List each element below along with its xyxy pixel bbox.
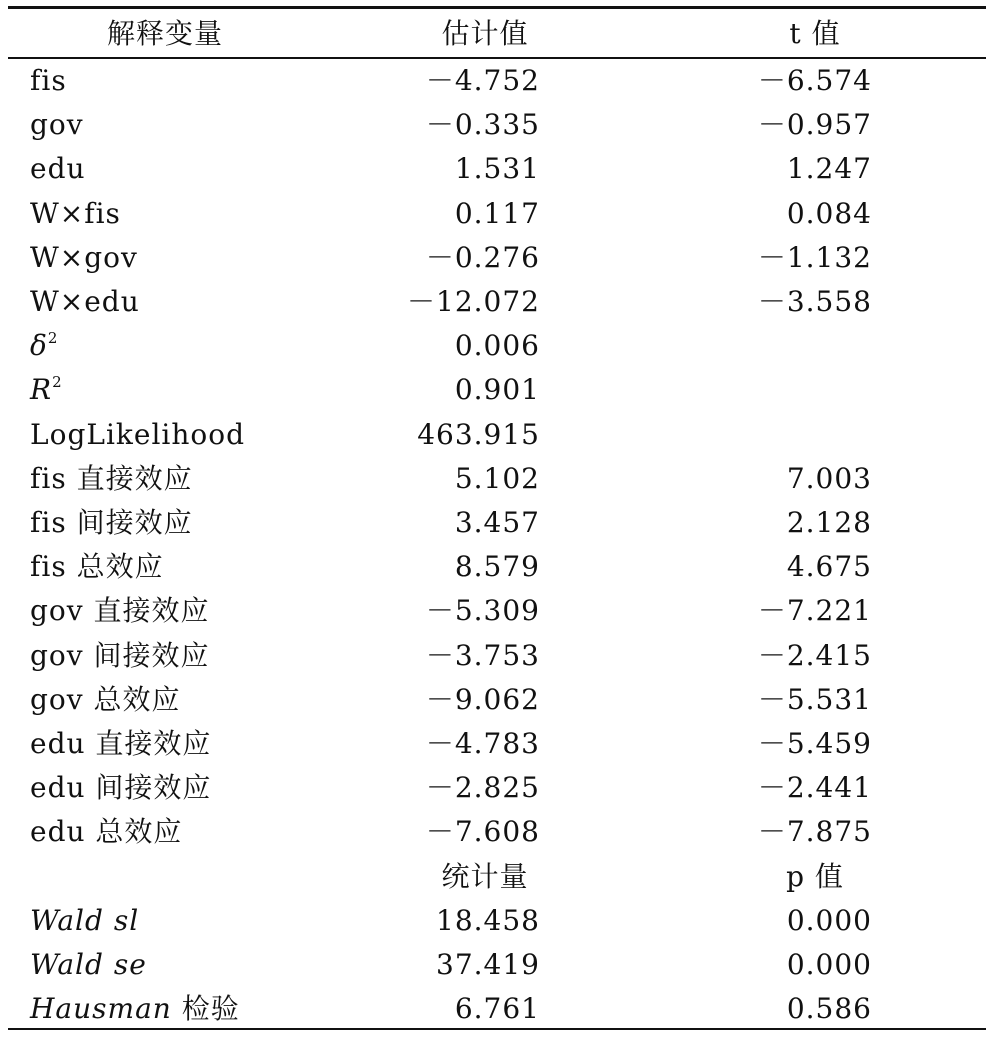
table-row (0, 457, 992, 501)
t-value: －5.459 (757, 727, 872, 760)
row-label (30, 722, 211, 766)
table-header (0, 0, 992, 60)
table-row (0, 678, 992, 722)
row-label-superscript: 2 (52, 373, 63, 392)
row-label (30, 678, 181, 722)
estimate-value: －4.752 (425, 64, 540, 97)
row-label (30, 413, 245, 457)
row-label (30, 192, 121, 236)
estimate-value: －3.753 (425, 638, 540, 672)
estimate-value: 0.006 (454, 329, 540, 363)
table-row (0, 501, 992, 545)
row-label-text: gov 间接效应 (30, 638, 210, 672)
row-label-text: gov 总效应 (30, 682, 181, 716)
estimate-value: 0.901 (454, 373, 540, 407)
table-bottom-rule (8, 1028, 986, 1030)
estimate-value: 0.117 (454, 196, 540, 230)
t-value: 4.675 (786, 550, 872, 584)
row-label (30, 766, 211, 810)
row-label-text: gov (30, 108, 84, 142)
row-label-text: fis (30, 64, 67, 97)
row-label-text: edu 直接效应 (30, 727, 212, 760)
t-value: －7.875 (757, 815, 872, 849)
t-value: －6.574 (757, 64, 872, 97)
table-row (0, 236, 992, 280)
table-row (0, 192, 992, 236)
estimate-value: 463.915 (417, 417, 540, 451)
t-value: －2.415 (757, 638, 872, 672)
row-label (30, 457, 193, 501)
t-value: －5.531 (757, 682, 872, 716)
estimate-value: 8.579 (454, 550, 540, 584)
table-row (0, 147, 992, 191)
row-label (30, 59, 67, 103)
row-label-text: δ (30, 329, 48, 363)
estimate-value: 1.531 (454, 152, 540, 186)
table-row (0, 103, 992, 147)
row-label-text: gov 直接效应 (30, 594, 210, 628)
row-label (30, 280, 140, 324)
row-label-text: edu 总效应 (30, 815, 183, 849)
row-label-text: W×gov (30, 240, 138, 274)
estimate-value: －5.309 (425, 594, 540, 628)
estimate-value: －4.783 (425, 727, 540, 760)
estimate-value: 37.419 (436, 948, 540, 981)
row-label-text: LogLikelihood (30, 417, 246, 451)
table-row (0, 810, 992, 854)
row-label (30, 589, 210, 633)
table-row (0, 943, 992, 987)
t-value: －7.221 (757, 594, 872, 628)
row-label-superscript: 2 (47, 329, 59, 348)
estimate-value: 5.102 (454, 461, 540, 495)
table-subheader-row (0, 855, 992, 899)
row-label (30, 987, 240, 1031)
table-row (0, 766, 992, 810)
table-row (0, 368, 992, 412)
row-label (30, 236, 138, 280)
table-row (0, 722, 992, 766)
table-row (0, 324, 992, 368)
row-label-suffix: 检验 (171, 992, 240, 1026)
table-row (0, 280, 992, 324)
row-label (30, 103, 84, 147)
row-label-text: Wald se (30, 948, 147, 981)
table-row (0, 413, 992, 457)
subheader-statistic: 统计量 (441, 859, 529, 893)
t-value: 2.128 (786, 506, 872, 539)
estimate-value: －9.062 (425, 682, 540, 716)
t-value: 0.084 (786, 196, 872, 230)
t-value: －0.957 (757, 108, 872, 142)
row-label-text: edu 间接效应 (30, 771, 212, 805)
estimate-value: －2.825 (425, 771, 540, 805)
row-label-text: R (30, 373, 53, 407)
row-label (30, 943, 147, 987)
row-label (30, 147, 86, 191)
row-label (30, 810, 182, 854)
row-label-text: W×edu (30, 285, 140, 318)
row-label (30, 501, 193, 545)
estimate-value: 18.458 (436, 903, 540, 937)
estimate-value: －12.072 (407, 285, 540, 318)
table-row (0, 899, 992, 943)
row-label-text: edu (30, 152, 86, 186)
estimate-value: －0.276 (425, 240, 540, 274)
table-row (0, 987, 992, 1031)
row-label (30, 324, 58, 368)
row-label (30, 368, 63, 412)
estimate-value: －7.608 (425, 815, 540, 849)
t-value: 0.000 (786, 903, 872, 937)
header-estimate: 估计值 (441, 17, 529, 50)
row-label-text: fis 间接效应 (30, 506, 193, 539)
estimate-value: －0.335 (425, 108, 540, 142)
row-label-text: fis 总效应 (30, 550, 164, 584)
subheader-p-value: p 值 (786, 859, 844, 893)
row-label-text: Hausman (30, 992, 172, 1026)
table-row (0, 589, 992, 633)
row-label-text: fis 直接效应 (30, 461, 193, 495)
table-row (0, 545, 992, 589)
table-row (0, 634, 992, 678)
row-label (30, 899, 139, 943)
t-value: 7.003 (786, 461, 872, 495)
estimate-value: 3.457 (454, 506, 540, 539)
row-label-text: W×fis (30, 196, 121, 230)
t-value: －2.441 (757, 771, 872, 805)
header-t-value: t 值 (789, 17, 841, 50)
t-value: 0.000 (786, 948, 872, 981)
t-value: －1.132 (757, 240, 872, 274)
row-label (30, 545, 164, 589)
row-label-text: Wald sl (30, 903, 140, 937)
t-value: 1.247 (786, 152, 872, 186)
row-label (30, 634, 210, 678)
table-row (0, 59, 992, 103)
header-variable: 解释变量 (106, 17, 223, 50)
estimate-value: 6.761 (454, 992, 540, 1026)
t-value: 0.586 (786, 992, 872, 1026)
t-value: －3.558 (757, 285, 872, 318)
